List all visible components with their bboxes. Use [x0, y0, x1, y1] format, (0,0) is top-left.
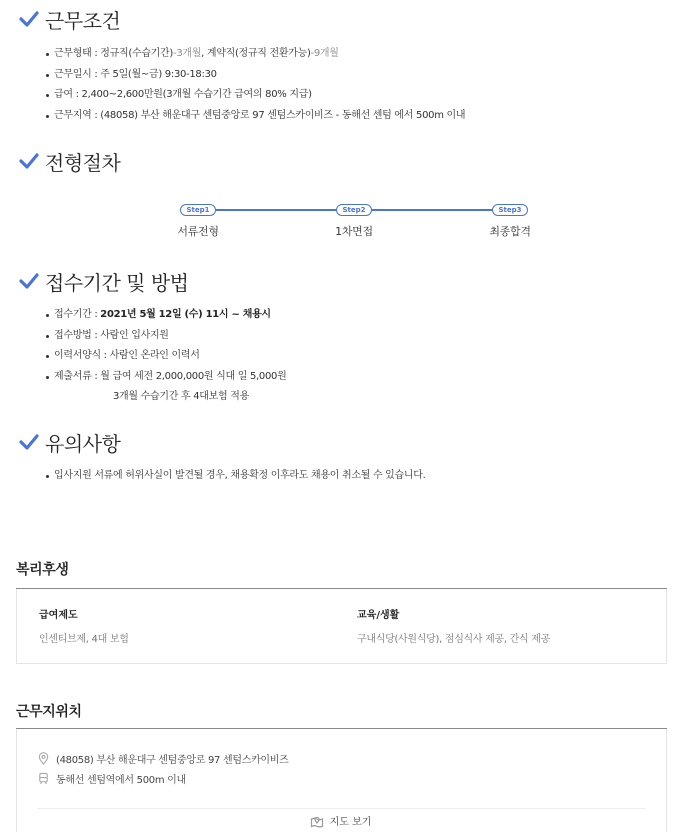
work-location-title: 근무지위치 — [16, 704, 82, 720]
list-item-period — [46, 305, 286, 326]
list-item-method: 접수방법 : 사람인 입사지원 — [46, 326, 286, 347]
list-item-documents — [46, 367, 286, 407]
benefit-item — [39, 606, 129, 645]
section-title-notice — [18, 427, 120, 457]
period-label: 접수기간 : — [54, 309, 101, 320]
list-item-location: 근무지역 : (48058) 부산 해운대구 센텀중앙로 97 센텀스카이비즈 - 동해선 센텀 에서 500m 이내 — [46, 106, 465, 127]
work-conditions-list — [46, 44, 465, 126]
employment-type-contract-term: -9개월 — [310, 48, 339, 59]
subway-icon — [37, 772, 50, 785]
section-title-text: 근무조건 — [45, 8, 121, 33]
benefit-value: 구내식당(사원식당), 점심식사 제공, 간식 제공 — [357, 634, 550, 645]
step-label: 1차면접 — [335, 225, 373, 238]
notice-list — [46, 466, 426, 487]
documents-line-1: 제출서류 : 월 급여 세전 2,000,000원 식대 일 5,000원 — [54, 370, 287, 382]
location-station-row — [37, 771, 186, 786]
check-icon — [18, 270, 40, 292]
benefits-box — [16, 589, 667, 664]
step-badge: Step3 — [492, 204, 528, 216]
check-icon — [18, 431, 40, 453]
step-label: 서류전형 — [177, 225, 219, 238]
section-title-text: 유의사항 — [45, 431, 121, 456]
section-title-process — [18, 146, 120, 176]
location-address-row — [37, 751, 289, 766]
process-steps — [177, 203, 531, 243]
check-icon — [18, 150, 40, 172]
check-icon — [18, 8, 40, 30]
period-value: 2021년 5월 12일 (수) 11시 ~ 채용시 — [100, 309, 271, 320]
location-address: (48058) 부산 해운대구 센텀중앙로 97 센텀스카이비즈 — [56, 755, 289, 766]
map-view-label: 지도 보기 — [329, 817, 372, 828]
section-title-work-conditions — [18, 4, 120, 34]
map-pin-icon — [37, 752, 50, 765]
step-label: 최종합격 — [489, 225, 531, 238]
benefit-value: 인센티브제, 4대 보험 — [39, 634, 129, 645]
benefit-heading: 교육/생활 — [357, 610, 400, 621]
list-item-salary: 급여 : 2,400~2,600만원(3개월 수습기간 급여의 80% 지급) — [46, 85, 465, 106]
employment-type-label: 근무형태 : — [54, 48, 101, 59]
section-title-application — [18, 266, 188, 296]
benefit-heading: 급여제도 — [39, 610, 78, 621]
employment-type-regular: 정규직(수습기간) — [100, 48, 174, 59]
list-item-hours: 근무일시 : 주 5일(월~금) 9:30-18:30 — [46, 65, 465, 86]
map-icon — [310, 814, 324, 828]
documents-line-2: 3개월 수습기간 후 4대보험 적용 — [113, 391, 249, 402]
step-badge: Step2 — [336, 204, 372, 216]
location-station: 동해선 센텀역에서 500m 이내 — [56, 775, 186, 786]
section-title-text: 전형절차 — [45, 150, 121, 175]
step-badge: Step1 — [180, 204, 216, 216]
benefits-title: 복리후생 — [16, 562, 69, 578]
list-item-resume-form: 이력서양식 : 사람인 온라인 이력서 — [46, 346, 286, 367]
location-divider — [37, 808, 646, 809]
employment-type-regular-term: -3개월 — [173, 48, 202, 59]
map-view-button[interactable] — [0, 813, 681, 828]
benefit-item — [357, 606, 550, 645]
employment-type-separator: , — [201, 48, 207, 59]
employment-type-contract: 계약직(정규직 전환가능) — [206, 48, 311, 59]
application-list — [46, 305, 286, 406]
section-title-text: 접수기간 및 방법 — [45, 270, 189, 295]
list-item-employment-type — [46, 44, 465, 65]
list-item-notice: 입사지원 서류에 허위사실이 발견될 경우, 채용확정 이후라도 채용이 취소될 수 있습니다. — [46, 466, 426, 487]
